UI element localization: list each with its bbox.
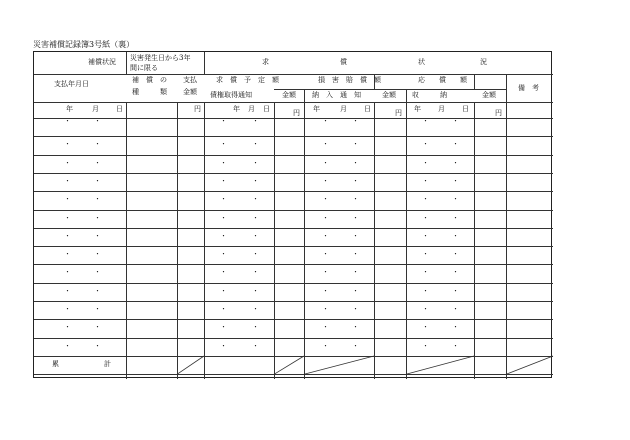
unit-year-2: 年	[233, 105, 240, 113]
date-dot-response-day: ・	[452, 176, 459, 185]
date-dot-planned-day: ・	[252, 305, 259, 313]
date-dot-payment-day: ・	[94, 268, 101, 277]
date-dot-planned-month: ・	[220, 250, 227, 259]
table-row-divider	[34, 301, 553, 302]
date-dot-damage-day: ・	[352, 158, 359, 167]
total-label-left: 累	[52, 359, 59, 368]
date-dot-damage-month: ・	[322, 195, 329, 204]
total-label-right: 計	[104, 359, 111, 368]
date-dot-response-month: ・	[422, 117, 429, 125]
col-divider-paid	[204, 102, 205, 379]
date-dot-planned-month: ・	[220, 268, 227, 277]
total-diagonal-remarks	[506, 356, 553, 374]
date-dot-response-month: ・	[422, 176, 429, 185]
date-dot-response-day: ・	[452, 213, 459, 222]
table-row-divider	[34, 136, 553, 137]
unit-year-3: 年	[313, 105, 320, 113]
header-paid-1: 支払	[183, 76, 197, 84]
col-divider-planned	[274, 102, 275, 379]
date-dot-payment-day: ・	[94, 323, 101, 332]
date-dot-damage-day: ・	[352, 286, 359, 295]
compensation-record-sheet	[33, 51, 552, 378]
date-dot-planned-day: ・	[252, 158, 259, 167]
col-divider-damage	[374, 102, 375, 379]
col-divider-date	[126, 102, 127, 379]
header-payment-date: 支払年月日	[54, 80, 89, 88]
unit-day-2: 日	[263, 105, 270, 113]
unit-yen-4: 円	[495, 109, 502, 117]
header-received: 収 納	[412, 91, 447, 99]
col-divider-amount-3	[506, 102, 507, 379]
date-dot-planned-day: ・	[252, 250, 259, 259]
header-amount-2: 金額	[382, 91, 396, 99]
date-dot-payment-month: ・	[64, 158, 71, 167]
total-diagonal-kind	[177, 356, 204, 374]
date-dot-damage-day: ・	[352, 341, 359, 350]
date-dot-planned-day: ・	[252, 140, 259, 149]
date-dot-damage-month: ・	[322, 268, 329, 277]
unit-month-2: 月	[248, 105, 255, 113]
date-dot-damage-month: ・	[322, 176, 329, 185]
date-dot-damage-month: ・	[322, 286, 329, 295]
date-dot-payment-month: ・	[64, 195, 71, 204]
date-dot-planned-day: ・	[252, 231, 259, 240]
date-dot-planned-month: ・	[220, 117, 227, 125]
header-payment-notice: 納 入 通 知	[312, 91, 361, 99]
header-row-divider	[34, 74, 553, 75]
date-dot-payment-day: ・	[94, 341, 101, 350]
unit-month-4: 月	[438, 105, 445, 113]
date-dot-payment-day: ・	[94, 176, 101, 185]
date-dot-planned-day: ・	[252, 195, 259, 204]
total-diagonal-damage	[304, 356, 374, 374]
unit-month-1: 月	[92, 105, 99, 113]
date-dot-damage-month: ・	[322, 158, 329, 167]
date-dot-planned-month: ・	[220, 176, 227, 185]
date-dot-payment-day: ・	[94, 213, 101, 222]
table-row-divider	[34, 191, 553, 192]
header-subrow-divider	[274, 89, 506, 90]
date-dot-response-day: ・	[452, 341, 459, 350]
subhead-divider-remarks	[506, 74, 507, 89]
header-amount-3: 金額	[482, 91, 496, 99]
date-dot-damage-day: ・	[352, 231, 359, 240]
table-row-divider	[34, 210, 553, 211]
date-dot-response-month: ・	[422, 140, 429, 149]
unit-year-4: 年	[414, 105, 421, 113]
header-unit-divider	[34, 102, 553, 103]
date-dot-response-month: ・	[422, 195, 429, 204]
date-dot-response-month: ・	[422, 250, 429, 259]
header-period-note-2: 間に限る	[130, 64, 158, 72]
table-row-divider	[34, 246, 553, 247]
date-dot-response-day: ・	[452, 158, 459, 167]
col-divider-kind	[177, 102, 178, 379]
header-planned: 求 償 予 定 額	[216, 76, 279, 84]
date-dot-response-month: ・	[422, 158, 429, 167]
date-dot-damage-day: ・	[352, 268, 359, 277]
date-dot-damage-day: ・	[352, 323, 359, 332]
date-dot-response-month: ・	[422, 268, 429, 277]
header-period-note-1: 災害発生日から3年	[130, 54, 191, 62]
date-dot-response-month: ・	[422, 305, 429, 313]
date-dot-planned-month: ・	[220, 195, 227, 204]
date-dot-payment-month: ・	[64, 213, 71, 222]
date-dot-payment-month: ・	[64, 341, 71, 350]
date-dot-payment-day: ・	[94, 305, 101, 313]
date-dot-payment-month: ・	[64, 250, 71, 259]
header-response: 応 償 額	[418, 76, 467, 84]
date-dot-response-month: ・	[422, 341, 429, 350]
date-dot-response-day: ・	[452, 323, 459, 332]
header-paid-2: 金額	[183, 88, 197, 96]
table-row-divider	[34, 374, 553, 375]
unit-year-1: 年	[66, 105, 73, 113]
unit-row-divider	[34, 118, 553, 119]
date-dot-planned-month: ・	[220, 341, 227, 350]
table-row-divider	[34, 155, 553, 156]
date-dot-damage-month: ・	[322, 323, 329, 332]
header-amount-1: 金額	[282, 91, 296, 99]
total-diagonal-response	[406, 356, 474, 374]
date-dot-planned-month: ・	[220, 286, 227, 295]
col-divider-response	[474, 102, 475, 379]
date-dot-response-month: ・	[422, 231, 429, 240]
header-damage: 損 害 賠 償 額	[318, 76, 381, 84]
unit-yen-3: 円	[395, 109, 402, 117]
date-dot-payment-month: ・	[64, 268, 71, 277]
header-claim-1: 求	[262, 58, 269, 66]
total-diagonal-amount-1	[274, 356, 304, 374]
date-dot-response-day: ・	[452, 305, 459, 313]
date-dot-damage-day: ・	[352, 305, 359, 313]
header-remarks: 備 考	[518, 84, 539, 92]
date-dot-response-month: ・	[422, 323, 429, 332]
unit-yen-1: 円	[194, 105, 201, 113]
date-dot-payment-day: ・	[94, 231, 101, 240]
date-dot-planned-day: ・	[252, 341, 259, 350]
date-dot-response-day: ・	[452, 231, 459, 240]
header-comp-kind-1: 補 償 の	[132, 76, 167, 84]
date-dot-damage-day: ・	[352, 140, 359, 149]
date-dot-planned-month: ・	[220, 140, 227, 149]
date-dot-planned-month: ・	[220, 231, 227, 240]
col-divider-amount-1	[304, 102, 305, 379]
date-dot-payment-month: ・	[64, 140, 71, 149]
date-dot-planned-day: ・	[252, 268, 259, 277]
date-dot-payment-day: ・	[94, 158, 101, 167]
header-status: 補償状況	[88, 58, 116, 66]
date-dot-payment-day: ・	[94, 117, 101, 125]
col-divider-amount-2	[406, 102, 407, 379]
subhead-divider-amount-3	[506, 89, 507, 102]
header-claim-4: 況	[480, 58, 487, 66]
subhead-divider-amount-1	[304, 89, 305, 102]
date-dot-planned-month: ・	[220, 305, 227, 313]
page-title: 災害補償記録簿3号紙（裏）	[33, 40, 135, 49]
date-dot-response-day: ・	[452, 117, 459, 125]
date-dot-response-month: ・	[422, 286, 429, 295]
date-dot-damage-month: ・	[322, 305, 329, 313]
date-dot-response-day: ・	[452, 268, 459, 277]
date-dot-damage-day: ・	[352, 213, 359, 222]
date-dot-payment-day: ・	[94, 140, 101, 149]
date-dot-payment-month: ・	[64, 305, 71, 313]
unit-month-3: 月	[340, 105, 347, 113]
unit-day-3: 日	[364, 105, 371, 113]
date-dot-payment-month: ・	[64, 323, 71, 332]
date-dot-planned-month: ・	[220, 213, 227, 222]
date-dot-planned-day: ・	[252, 286, 259, 295]
date-dot-damage-month: ・	[322, 140, 329, 149]
date-dot-response-day: ・	[452, 140, 459, 149]
date-dot-payment-month: ・	[64, 231, 71, 240]
date-dot-response-day: ・	[452, 286, 459, 295]
date-dot-planned-month: ・	[220, 158, 227, 167]
date-dot-damage-day: ・	[352, 250, 359, 259]
header-claim-3: 状	[418, 58, 425, 66]
date-dot-damage-month: ・	[322, 250, 329, 259]
date-dot-planned-month: ・	[220, 323, 227, 332]
date-dot-damage-month: ・	[322, 341, 329, 350]
header-divider-status	[126, 52, 127, 74]
table-row-divider	[34, 283, 553, 284]
date-dot-payment-day: ・	[94, 250, 101, 259]
date-dot-response-month: ・	[422, 213, 429, 222]
date-dot-damage-day: ・	[352, 176, 359, 185]
table-row-divider	[34, 228, 553, 229]
header-claim-notice: 債権取得通知	[210, 91, 252, 99]
table-row-divider	[34, 264, 553, 265]
subhead-divider-amount-2	[406, 89, 407, 102]
unit-day-1: 日	[116, 105, 123, 113]
date-dot-planned-day: ・	[252, 117, 259, 125]
date-dot-response-day: ・	[452, 250, 459, 259]
header-divider-period	[204, 52, 205, 74]
date-dot-response-day: ・	[452, 195, 459, 204]
date-dot-damage-month: ・	[322, 117, 329, 125]
date-dot-planned-day: ・	[252, 323, 259, 332]
date-dot-payment-month: ・	[64, 176, 71, 185]
unit-day-4: 日	[462, 105, 469, 113]
date-dot-payment-month: ・	[64, 286, 71, 295]
header-comp-kind-2: 種 類	[132, 88, 167, 96]
date-dot-payment-day: ・	[94, 286, 101, 295]
table-row-divider	[34, 319, 553, 320]
date-dot-payment-month: ・	[64, 117, 71, 125]
table-row-divider	[34, 338, 553, 339]
table-row-divider	[34, 173, 553, 174]
subhead-divider-response	[474, 74, 475, 89]
date-dot-payment-day: ・	[94, 195, 101, 204]
date-dot-damage-month: ・	[322, 231, 329, 240]
date-dot-damage-day: ・	[352, 117, 359, 125]
date-dot-planned-day: ・	[252, 176, 259, 185]
header-claim-2: 償	[340, 58, 347, 66]
unit-yen-2: 円	[293, 109, 300, 117]
date-dot-damage-month: ・	[322, 213, 329, 222]
date-dot-planned-day: ・	[252, 213, 259, 222]
date-dot-damage-day: ・	[352, 195, 359, 204]
